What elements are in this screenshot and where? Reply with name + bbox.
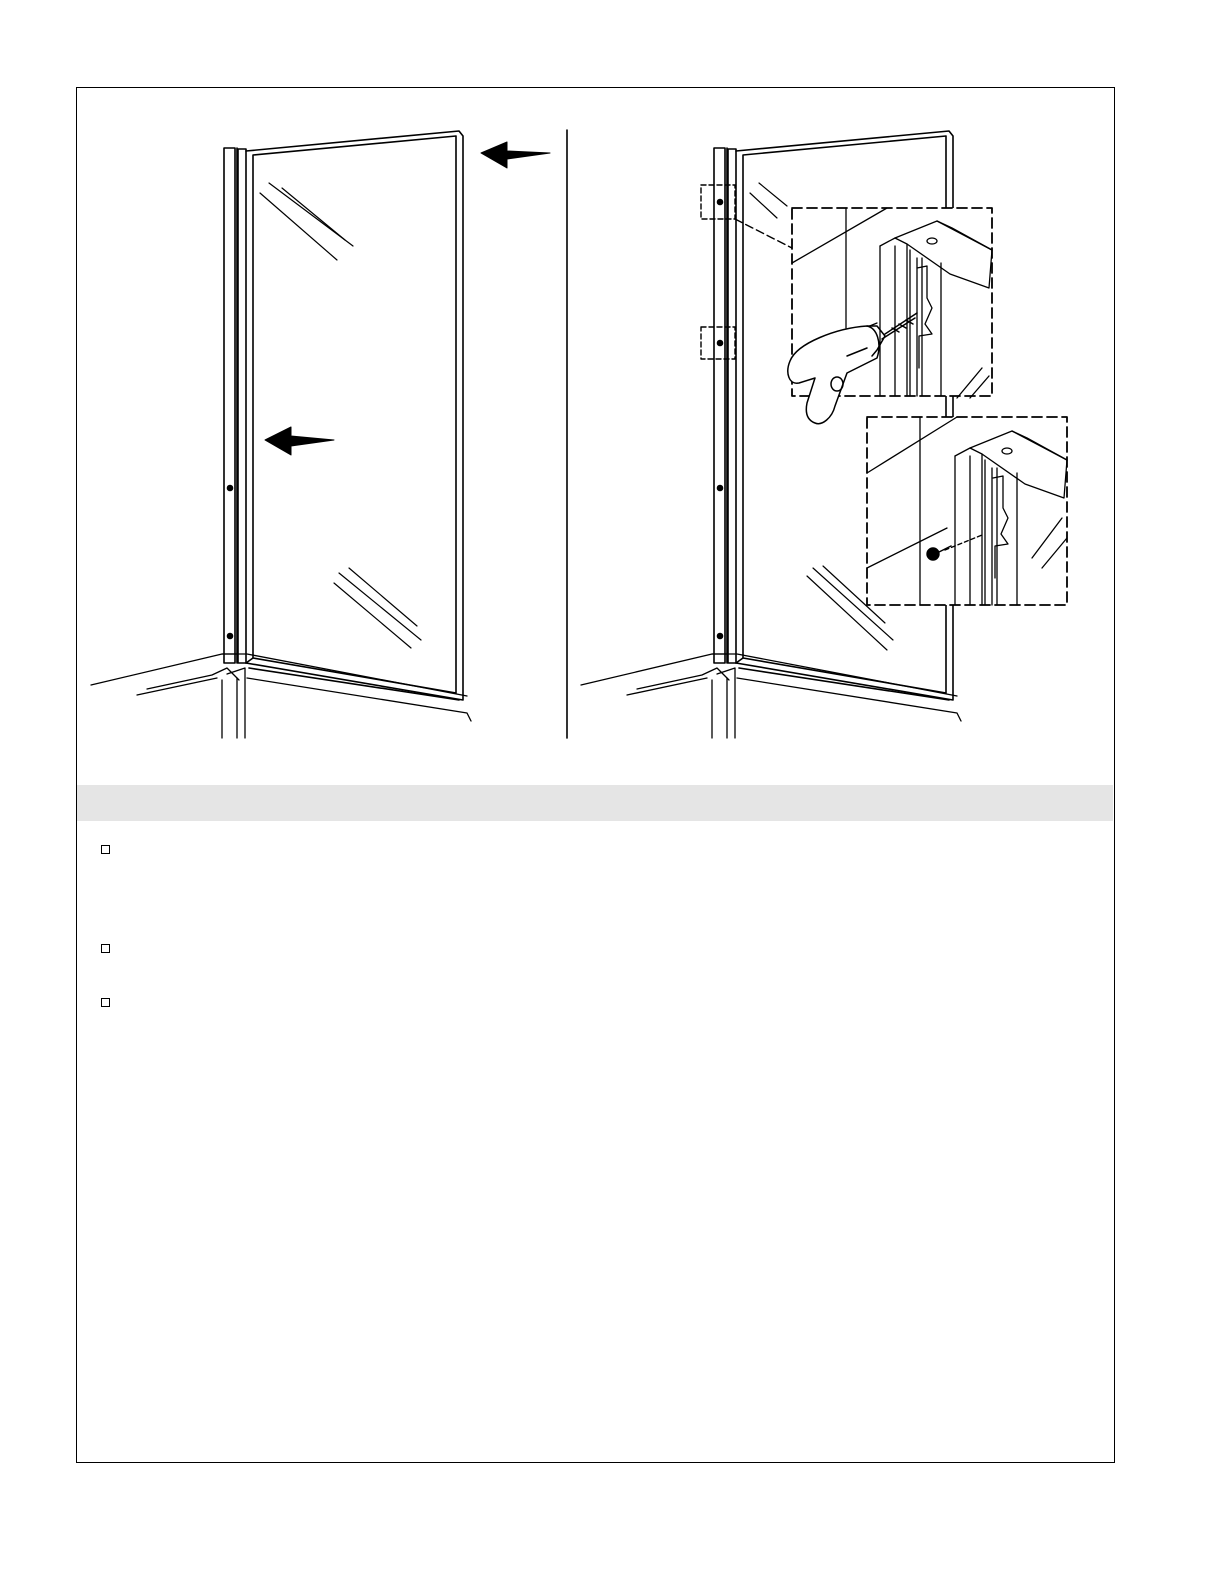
checkbox-icon[interactable] bbox=[101, 845, 110, 854]
checklist-item bbox=[101, 939, 122, 953]
floor-lines bbox=[91, 654, 471, 738]
wall-jamb bbox=[714, 148, 736, 663]
left-panel-figure bbox=[91, 131, 550, 738]
arrow-icon bbox=[481, 142, 550, 168]
checkbox-icon[interactable] bbox=[101, 998, 110, 1007]
detail-marker bbox=[701, 185, 735, 359]
instruction-frame bbox=[76, 87, 1115, 1463]
door-panel bbox=[246, 131, 463, 700]
right-panel-figure bbox=[581, 131, 1067, 738]
glass-glare bbox=[260, 183, 421, 648]
detail-callout bbox=[788, 208, 992, 424]
checklist-item bbox=[101, 840, 122, 854]
checklist-item bbox=[101, 993, 122, 1007]
arrow-icon bbox=[265, 427, 334, 455]
floor-lines bbox=[581, 654, 961, 738]
step-header-bar bbox=[77, 785, 1113, 821]
wall-jamb bbox=[224, 148, 246, 663]
installation-illustration bbox=[77, 88, 1113, 788]
checkbox-icon[interactable] bbox=[101, 944, 110, 953]
detail-callout bbox=[867, 417, 1067, 605]
